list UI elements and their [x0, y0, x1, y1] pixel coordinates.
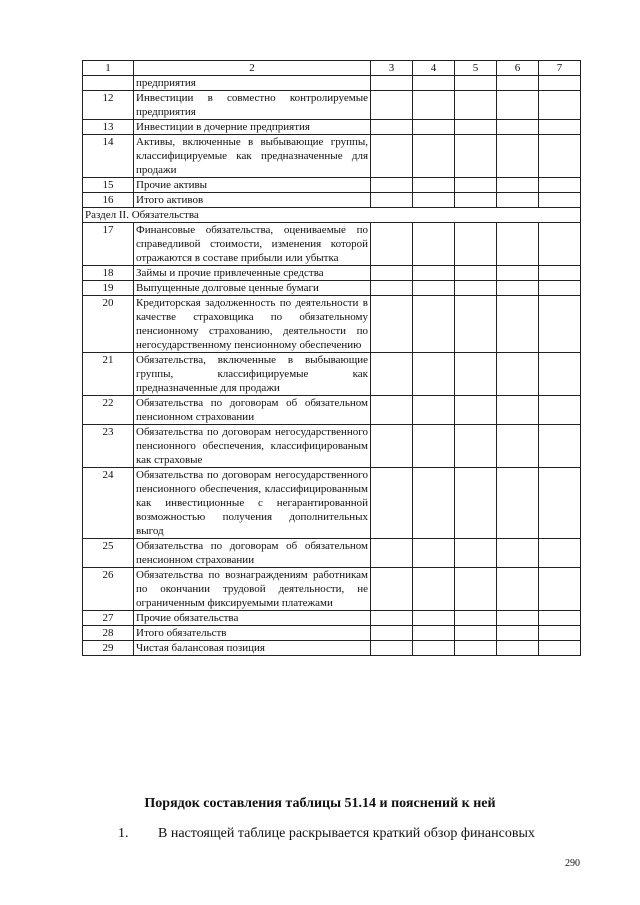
value-cell: [539, 120, 581, 135]
table-row: [83, 539, 581, 568]
row-label-cell: Активы, включенные в выбывающие группы, классифицируемые как предназначенные для продажи: [134, 135, 371, 178]
value-cell: [497, 193, 539, 208]
value-cell: [413, 641, 455, 656]
value-cell: [497, 425, 539, 468]
table-row: [83, 120, 581, 135]
value-cell: [539, 91, 581, 120]
value-cell: [371, 568, 413, 611]
value-cell: [371, 120, 413, 135]
value-cell: [539, 568, 581, 611]
paragraph: [118, 826, 584, 842]
value-cell: [539, 281, 581, 296]
value-cell: [497, 120, 539, 135]
value-cell: [455, 425, 497, 468]
table-section-row: [83, 208, 581, 223]
header-cell: 1: [83, 61, 134, 76]
value-cell: [539, 135, 581, 178]
paragraph-number: 1.: [118, 826, 129, 841]
value-cell: [413, 281, 455, 296]
value-cell: [413, 120, 455, 135]
row-number-cell: 24: [83, 468, 134, 539]
row-number-cell: 22: [83, 396, 134, 425]
row-label-cell: Обязательства по договорам негосударственного пенсионного обеспечения, классифицированным как инвестиционные с негарантированной возможностью получения дополнительных выгод: [134, 468, 371, 539]
row-number-cell: 12: [83, 91, 134, 120]
paragraph-text: В настоящей таблице раскрывается краткий обзор финансовых: [158, 826, 535, 841]
value-cell: [371, 296, 413, 353]
value-cell: [539, 76, 581, 91]
value-cell: [413, 178, 455, 193]
value-cell: [455, 611, 497, 626]
row-number-cell: 20: [83, 296, 134, 353]
value-cell: [413, 353, 455, 396]
row-label-cell: Прочие обязательства: [134, 611, 371, 626]
row-number-cell: 23: [83, 425, 134, 468]
value-cell: [413, 539, 455, 568]
value-cell: [371, 611, 413, 626]
row-label-cell: Кредиторская задолженность по деятельности в качестве страховщика по обязательному пенсионному страхованию, деятельности по негосударственному пенсионному обеспечению: [134, 296, 371, 353]
row-label-cell: Обязательства по договорам об обязательном пенсионном страховании: [134, 396, 371, 425]
table-row: [83, 193, 581, 208]
value-cell: [371, 135, 413, 178]
table-row: [83, 223, 581, 266]
table-row: [83, 281, 581, 296]
value-cell: [497, 135, 539, 178]
row-label-cell: Обязательства по договорам негосударственного пенсионного обеспечения, классифицированым как страховые: [134, 425, 371, 468]
header-cell: 5: [455, 61, 497, 76]
value-cell: [371, 353, 413, 396]
value-cell: [455, 91, 497, 120]
row-number-cell: 17: [83, 223, 134, 266]
table-row: [83, 353, 581, 396]
value-cell: [497, 91, 539, 120]
value-cell: [371, 396, 413, 425]
value-cell: [497, 539, 539, 568]
row-number-cell: 19: [83, 281, 134, 296]
table-row: [83, 135, 581, 178]
value-cell: [413, 626, 455, 641]
value-cell: [413, 76, 455, 91]
row-number-cell: 13: [83, 120, 134, 135]
page-number: 290: [565, 858, 580, 869]
value-cell: [371, 178, 413, 193]
value-cell: [455, 223, 497, 266]
row-label-cell: Итого активов: [134, 193, 371, 208]
value-cell: [455, 266, 497, 281]
value-cell: [455, 178, 497, 193]
table-row: [83, 76, 581, 91]
row-number-cell: 27: [83, 611, 134, 626]
row-label-cell: Займы и прочие привлеченные средства: [134, 266, 371, 281]
row-label-cell: Обязательства, включенные в выбывающие группы, классифицируемые как предназначенные для продажи: [134, 353, 371, 396]
value-cell: [539, 641, 581, 656]
table-row: [83, 626, 581, 641]
value-cell: [371, 193, 413, 208]
table-row: [83, 396, 581, 425]
row-label-cell: предприятия: [134, 76, 371, 91]
table-row: [83, 425, 581, 468]
value-cell: [539, 353, 581, 396]
value-cell: [371, 266, 413, 281]
table-row: [83, 296, 581, 353]
value-cell: [455, 281, 497, 296]
table-row: [83, 266, 581, 281]
row-label-cell: Выпущенные долговые ценные бумаги: [134, 281, 371, 296]
header-cell: 7: [539, 61, 581, 76]
row-number-cell: 16: [83, 193, 134, 208]
value-cell: [455, 539, 497, 568]
value-cell: [413, 296, 455, 353]
value-cell: [371, 425, 413, 468]
value-cell: [539, 266, 581, 281]
table-row: [83, 641, 581, 656]
value-cell: [539, 611, 581, 626]
value-cell: [497, 396, 539, 425]
value-cell: [539, 296, 581, 353]
value-cell: [455, 76, 497, 91]
value-cell: [497, 468, 539, 539]
value-cell: [539, 193, 581, 208]
value-cell: [413, 193, 455, 208]
value-cell: [413, 266, 455, 281]
table-row: [83, 178, 581, 193]
value-cell: [413, 223, 455, 266]
value-cell: [413, 425, 455, 468]
value-cell: [497, 281, 539, 296]
row-label-cell: Чистая балансовая позиция: [134, 641, 371, 656]
value-cell: [455, 568, 497, 611]
row-number-cell: 29: [83, 641, 134, 656]
value-cell: [413, 135, 455, 178]
value-cell: [497, 641, 539, 656]
row-label-cell: Итого обязательств: [134, 626, 371, 641]
row-number-cell: 21: [83, 353, 134, 396]
value-cell: [497, 178, 539, 193]
value-cell: [455, 626, 497, 641]
header-cell: 4: [413, 61, 455, 76]
value-cell: [539, 539, 581, 568]
table-row: [83, 568, 581, 611]
value-cell: [455, 396, 497, 425]
table-header-row: [83, 61, 581, 76]
value-cell: [497, 353, 539, 396]
value-cell: [539, 396, 581, 425]
value-cell: [455, 135, 497, 178]
row-label-cell: Инвестиции в дочерние предприятия: [134, 120, 371, 135]
value-cell: [413, 468, 455, 539]
row-label-cell: Обязательства по договорам об обязательном пенсионном страховании: [134, 539, 371, 568]
table-body: [83, 61, 581, 656]
value-cell: [455, 193, 497, 208]
value-cell: [455, 296, 497, 353]
section-heading: Порядок составления таблицы 51.14 и пояснений к ней: [144, 796, 496, 811]
header-cell: 2: [134, 61, 371, 76]
value-cell: [371, 539, 413, 568]
value-cell: [497, 223, 539, 266]
row-number-cell: 25: [83, 539, 134, 568]
value-cell: [455, 468, 497, 539]
section-cell: Раздел II. Обязательства: [83, 208, 581, 223]
value-cell: [371, 641, 413, 656]
value-cell: [413, 91, 455, 120]
value-cell: [497, 76, 539, 91]
value-cell: [371, 223, 413, 266]
value-cell: [371, 468, 413, 539]
value-cell: [539, 468, 581, 539]
value-cell: [455, 641, 497, 656]
value-cell: [371, 91, 413, 120]
value-cell: [539, 425, 581, 468]
value-cell: [413, 611, 455, 626]
row-number-cell: 26: [83, 568, 134, 611]
value-cell: [539, 223, 581, 266]
table-row: [83, 91, 581, 120]
value-cell: [497, 626, 539, 641]
value-cell: [371, 76, 413, 91]
value-cell: [497, 266, 539, 281]
row-number-cell: 14: [83, 135, 134, 178]
row-number-cell: 15: [83, 178, 134, 193]
header-cell: 6: [497, 61, 539, 76]
value-cell: [539, 626, 581, 641]
table-row: [83, 611, 581, 626]
value-cell: [455, 353, 497, 396]
row-label-cell: Прочие активы: [134, 178, 371, 193]
value-cell: [413, 396, 455, 425]
value-cell: [413, 568, 455, 611]
table-row: [83, 468, 581, 539]
value-cell: [371, 626, 413, 641]
value-cell: [371, 281, 413, 296]
row-number-cell: [83, 76, 134, 91]
balance-table: [82, 60, 581, 656]
value-cell: [539, 178, 581, 193]
header-cell: 3: [371, 61, 413, 76]
value-cell: [497, 568, 539, 611]
value-cell: [497, 296, 539, 353]
row-number-cell: 28: [83, 626, 134, 641]
value-cell: [497, 611, 539, 626]
row-label-cell: Обязательства по вознаграждениям работникам по окончании трудовой деятельности, не ограниченным фиксируемыми платежами: [134, 568, 371, 611]
value-cell: [455, 120, 497, 135]
row-label-cell: Инвестиции в совместно контролируемые предприятия: [134, 91, 371, 120]
row-label-cell: Финансовые обязательства, оцениваемые по справедливой стоимости, изменения которой отражаются в составе прибыли или убытка: [134, 223, 371, 266]
row-number-cell: 18: [83, 266, 134, 281]
